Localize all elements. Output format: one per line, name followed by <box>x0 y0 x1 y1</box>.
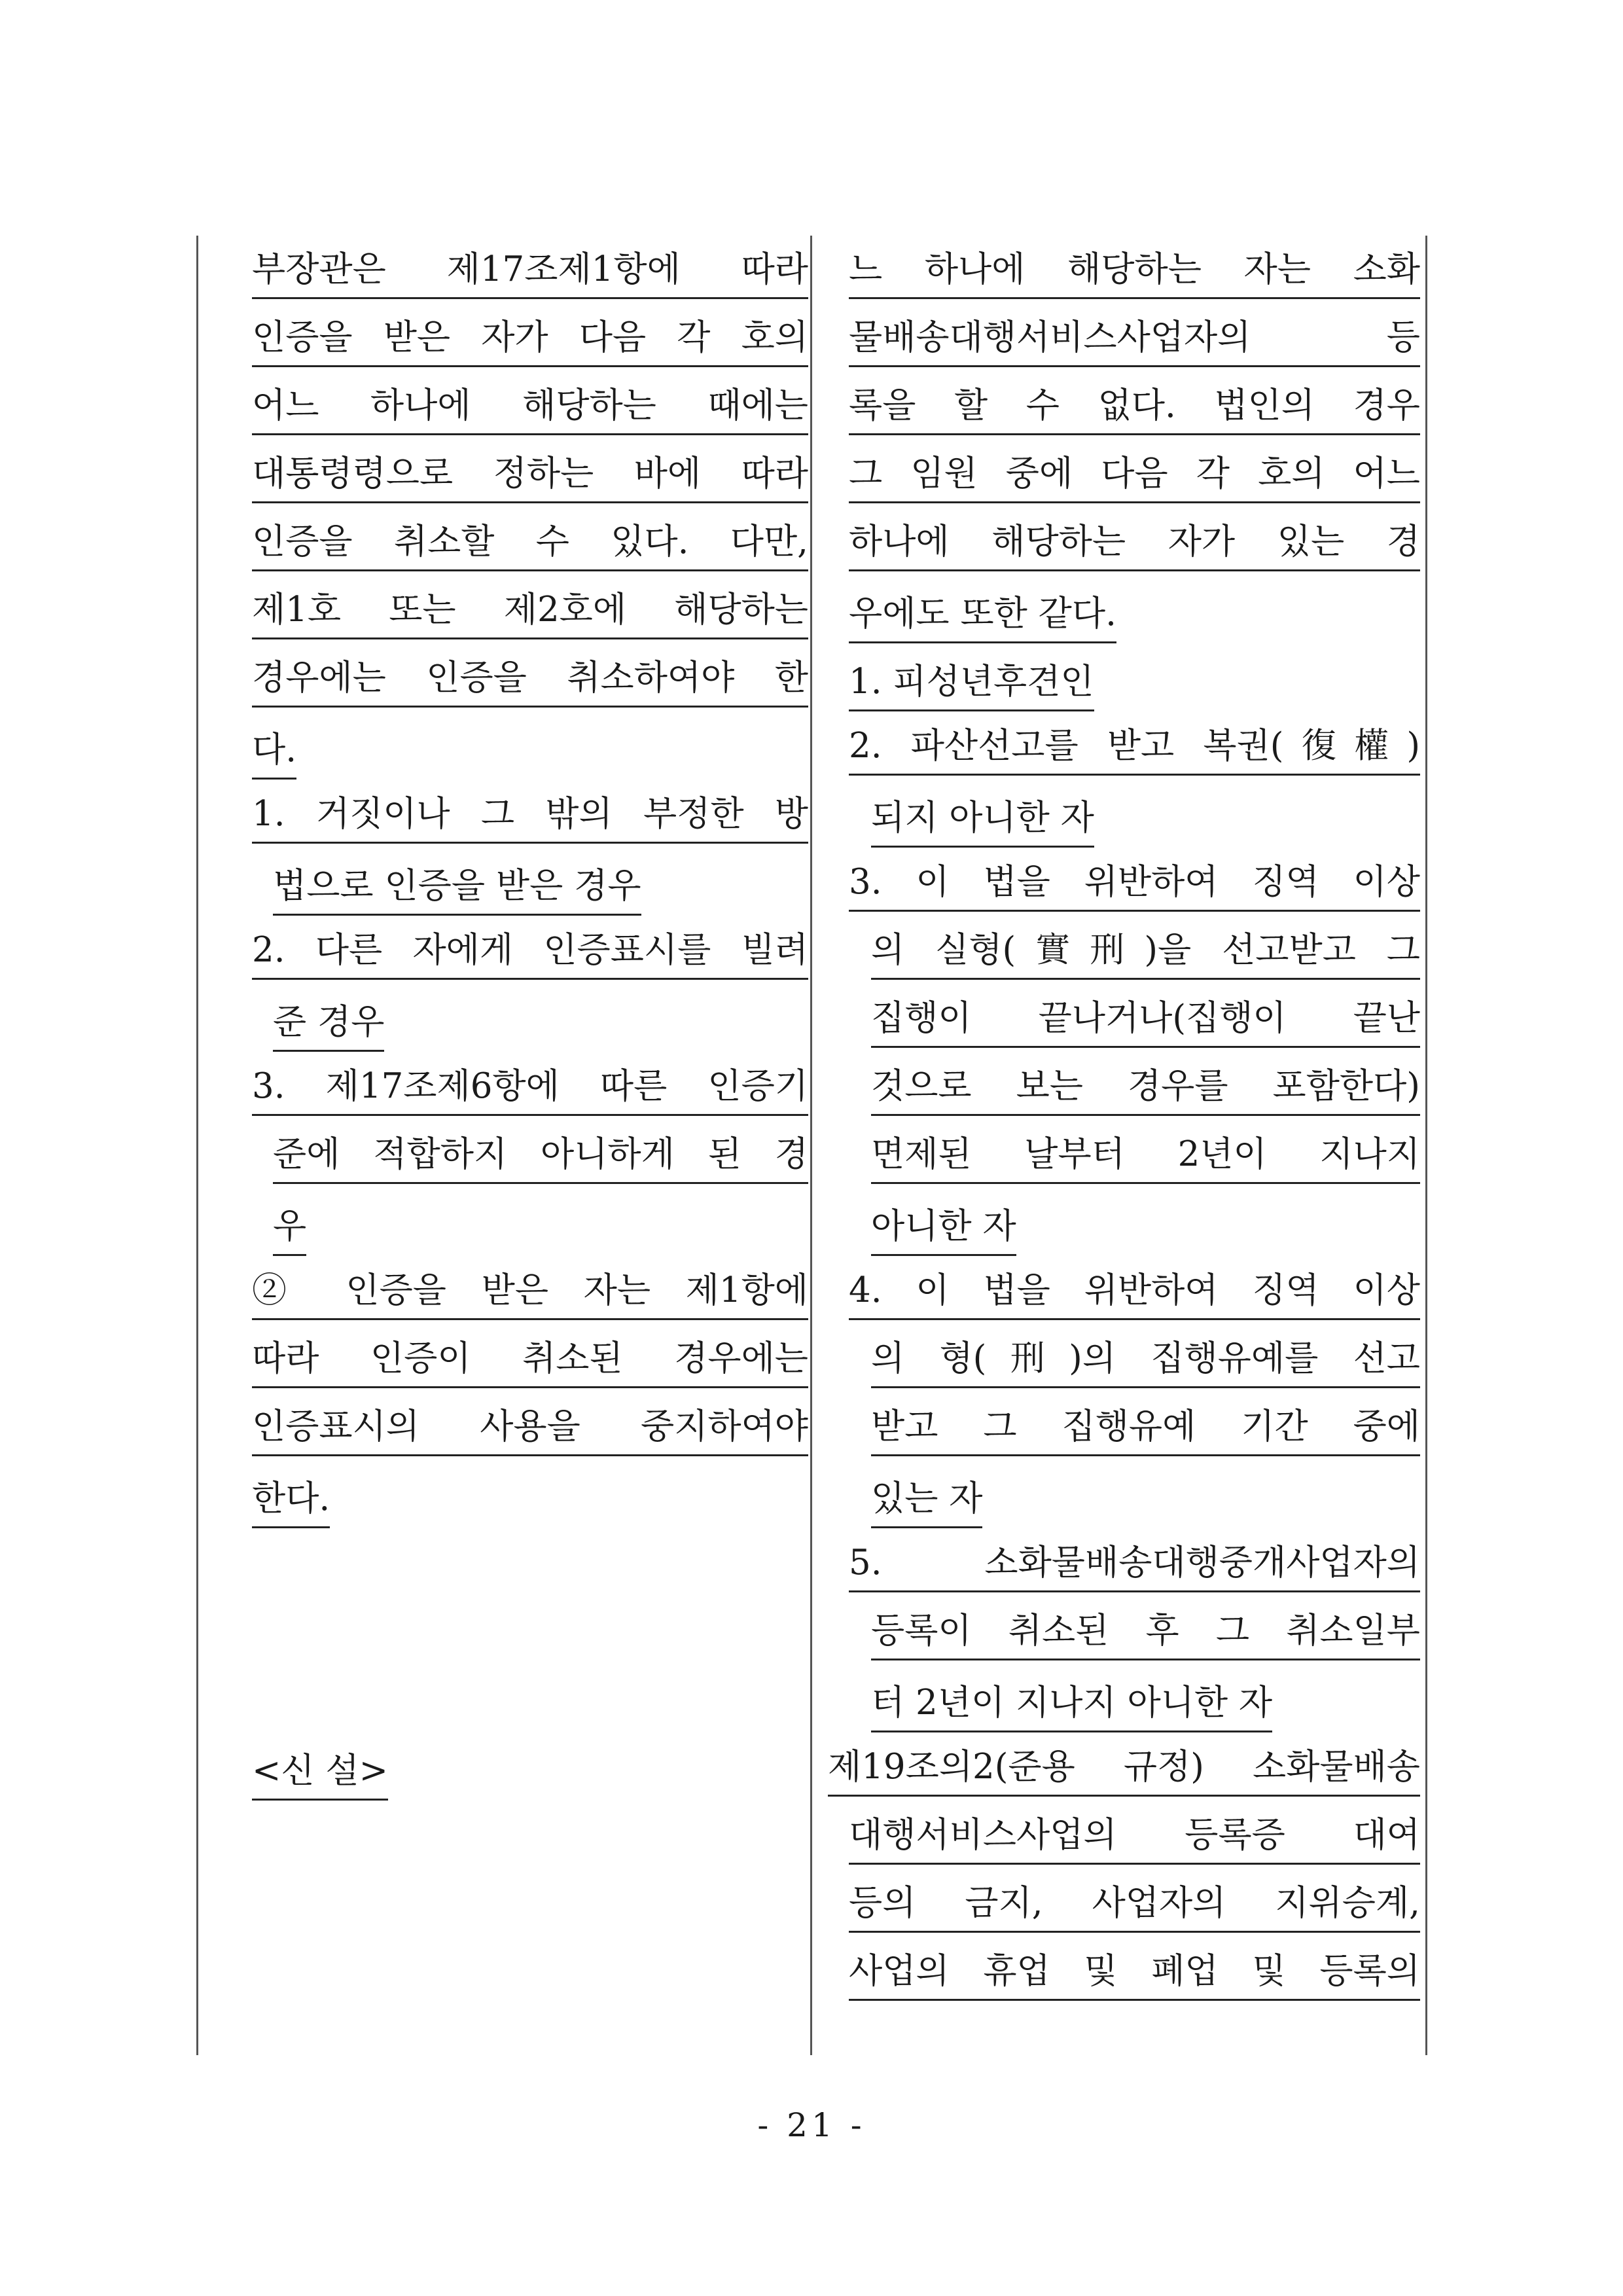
text-line: 물배송대행서비스사업자의 등 <box>828 312 1420 380</box>
column-divider-left <box>196 236 198 2055</box>
text-line: 인증을 받은 자가 다음 각 호의 <box>252 312 808 380</box>
text-line: 제1호 또는 제2호에 해당하는 <box>252 584 808 652</box>
list-item-continuation: 준에 적합하지 아니하게 된 경 <box>252 1128 808 1196</box>
list-item-continuation: 되지 아니한 자 <box>828 788 1420 856</box>
list-item-line: 4. 이 법을 위반하여 징역 이상 <box>828 1265 1420 1333</box>
list-item-continuation: 집행이 끝나거나(집행이 끝난 <box>828 992 1420 1060</box>
text-line: 따라 인증이 취소된 경우에는 <box>252 1333 808 1401</box>
list-item-line: 3. 이 법을 위반하여 징역 이상 <box>828 856 1420 924</box>
text-line: 하나에 해당하는 자가 있는 경 <box>828 516 1420 584</box>
text-line: 록을 할 수 없다. 법인의 경우 <box>828 380 1420 448</box>
right-column <box>828 243 1420 2013</box>
text-line: 그 임원 중에 다음 각 호의 어느 <box>828 448 1420 516</box>
left-column <box>252 243 808 1809</box>
list-item-continuation: 등록이 취소된 후 그 취소일부 <box>828 1605 1420 1673</box>
article-text-line: 등의 금지, 사업자의 지위승계, <box>828 1877 1420 1945</box>
text-line: 한다. <box>252 1469 808 1537</box>
text-line: ② 인증을 받은 자는 제1항에 <box>252 1265 808 1333</box>
list-item-continuation: 면제된 날부터 2년이 지나지 <box>828 1128 1420 1196</box>
list-item-continuation: 법으로 인증을 받은 경우 <box>252 856 808 924</box>
new-provision-label: <신 설> <box>252 1741 808 1809</box>
page-number: - 21 - <box>757 2106 866 2144</box>
list-item-continuation: 터 2년이 지나지 아니한 자 <box>828 1673 1420 1741</box>
article-heading-line: 제19조의2(준용 규정) 소화물배송 <box>828 1741 1420 1809</box>
text-line: 대통령령으로 정하는 바에 따라 <box>252 448 808 516</box>
text-line: 다. <box>252 720 808 788</box>
list-item-continuation: 있는 자 <box>828 1469 1420 1537</box>
list-item-continuation: 받고 그 집행유예 기간 중에 <box>828 1401 1420 1469</box>
text-line: 느 하나에 해당하는 자는 소화 <box>828 243 1420 312</box>
column-divider-middle <box>810 236 812 2055</box>
spacer <box>252 1537 808 1605</box>
article-text-line: 대행서비스사업의 등록증 대여 <box>828 1809 1420 1877</box>
column-divider-right <box>1425 236 1427 2055</box>
list-item-continuation: 준 경우 <box>252 992 808 1060</box>
list-item-line: 2. 파산선고를 받고 복권(復權) <box>828 720 1420 788</box>
article-text-line: 사업의 휴업 및 폐업 및 등록의 <box>828 1945 1420 2013</box>
list-item-continuation: 것으로 보는 경우를 포함한다) <box>828 1060 1420 1128</box>
text-line: 우에도 또한 같다. <box>828 584 1420 652</box>
text-line: 어느 하나에 해당하는 때에는 <box>252 380 808 448</box>
list-item-continuation: 우 <box>252 1196 808 1265</box>
list-item-line: 3. 제17조제6항에 따른 인증기 <box>252 1060 808 1128</box>
list-item-line: 5. 소화물배송대행중개사업자의 <box>828 1537 1420 1605</box>
spacer <box>252 1673 808 1741</box>
spacer <box>252 1605 808 1673</box>
text-line: 경우에는 인증을 취소하여야 한 <box>252 652 808 720</box>
list-item-line: 1. 피성년후견인 <box>828 652 1420 720</box>
text-line: 인증표시의 사용을 중지하여야 <box>252 1401 808 1469</box>
list-item-line: 1. 거짓이나 그 밖의 부정한 방 <box>252 788 808 856</box>
list-item-continuation: 의 형(刑)의 집행유예를 선고 <box>828 1333 1420 1401</box>
text-line: 인증을 취소할 수 있다. 다만, <box>252 516 808 584</box>
list-item-continuation: 의 실형(實刑)을 선고받고 그 <box>828 924 1420 992</box>
text-line: 부장관은 제17조제1항에 따라 <box>252 243 808 312</box>
list-item-line: 2. 다른 자에게 인증표시를 빌려 <box>252 924 808 992</box>
list-item-continuation: 아니한 자 <box>828 1196 1420 1265</box>
